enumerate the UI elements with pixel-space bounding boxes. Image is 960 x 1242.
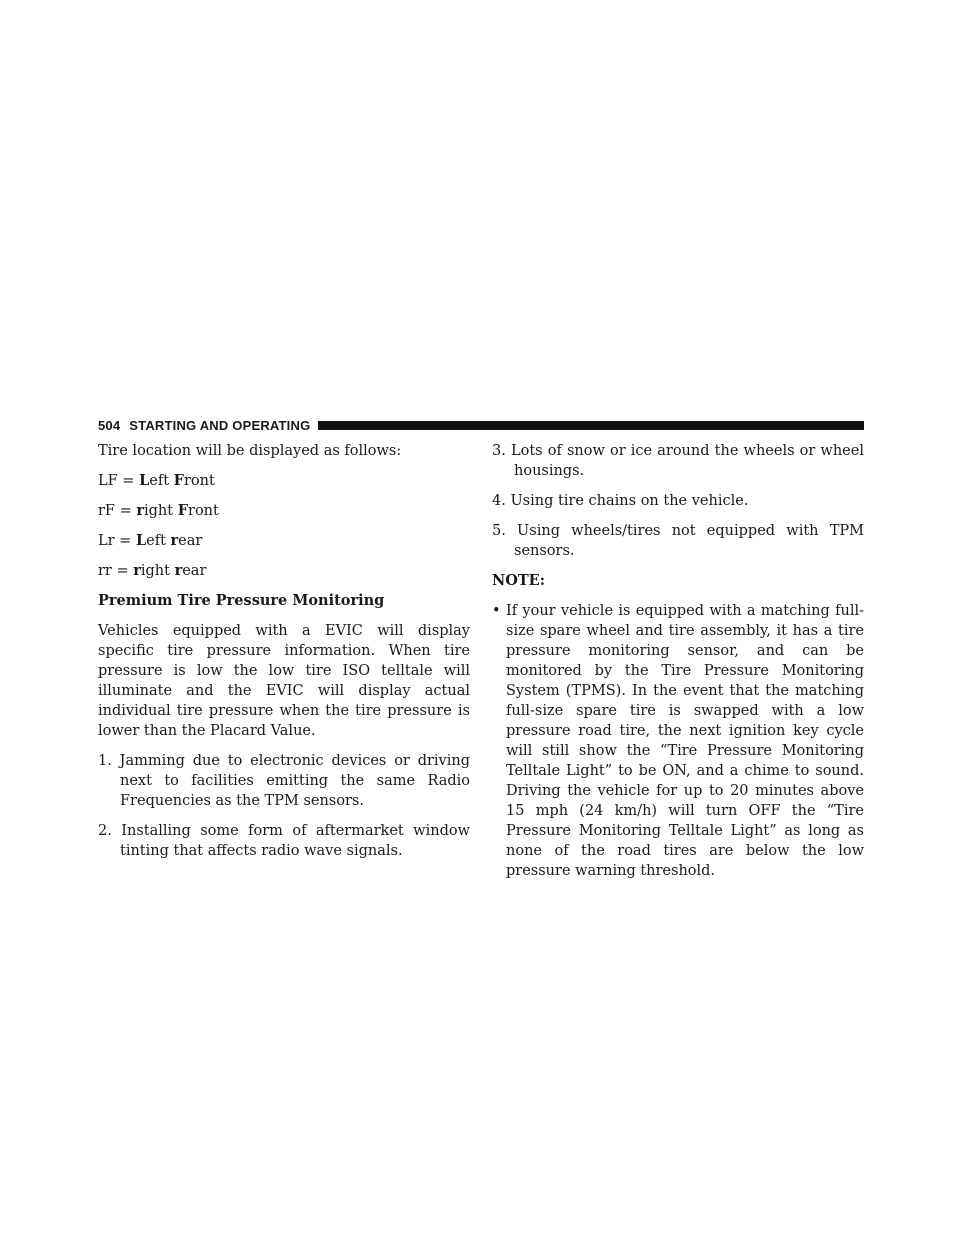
intro-text: Tire location will be displayed as follows: — [98, 443, 402, 459]
list-item: 3. Lots of snow or ice around the wheels or wheel housings. — [492, 443, 864, 479]
list-item: 5. Using wheels/tires not equipped with TPM sensors. — [492, 523, 864, 559]
section-heading: Premium Tire Pressure Monitoring — [98, 592, 385, 609]
list-item: 2. Installing some form of aftermarket window tinting that affects radio wave signals. — [98, 823, 470, 859]
tire-location-rr: rr = right rear — [98, 562, 207, 579]
tire-location-lr: Lr = Left rear — [98, 532, 203, 549]
tire-location-lf: LF = Left Front — [98, 472, 215, 489]
right-column — [492, 441, 864, 891]
note-bullet-text: If your vehicle is equipped with a matching full-size spare wheel and tire assembly, it has a tire pressure monitoring sensor, and can be monitored by the Tire Pressure Monitoring System (TPMS). In the event that the matching full-size spare tire is swapped with a low pressure road tire, the next ignition key cycle will still show the “Tire Pressure Monitoring Telltale Light” to be ON, and a chime to sound. Driving the vehicle for up to 20 minutes above 15 mph (24 km/h) will turn OFF the “Tire Pressure Monitoring Telltale Light” as long as none of the road tires are below the low pressure warning threshold. — [506, 603, 864, 879]
bullet-icon: • — [492, 603, 501, 619]
list-item: 4. Using tire chains on the vehicle. — [492, 493, 749, 509]
page-number: 504 — [98, 417, 121, 433]
body-paragraph: Vehicles equipped with a EVIC will display specific tire pressure information. When tire pressure is low the low tire ISO telltale will illuminate and the EVIC will display actual individual tire pressure when the tire pressure is lower than the Placard Value. — [98, 623, 470, 739]
note-label: NOTE: — [492, 572, 546, 589]
header-rule — [318, 421, 864, 430]
list-item: 1. Jamming due to electronic devices or driving next to facilities emitting the same Radio Frequencies as the TPM sensors. — [98, 753, 470, 809]
note-bullet — [492, 601, 864, 881]
section-title: STARTING AND OPERATING — [129, 417, 311, 433]
tire-location-rf: rF = right Front — [98, 502, 219, 519]
left-column — [98, 441, 470, 871]
page-header — [98, 416, 864, 434]
